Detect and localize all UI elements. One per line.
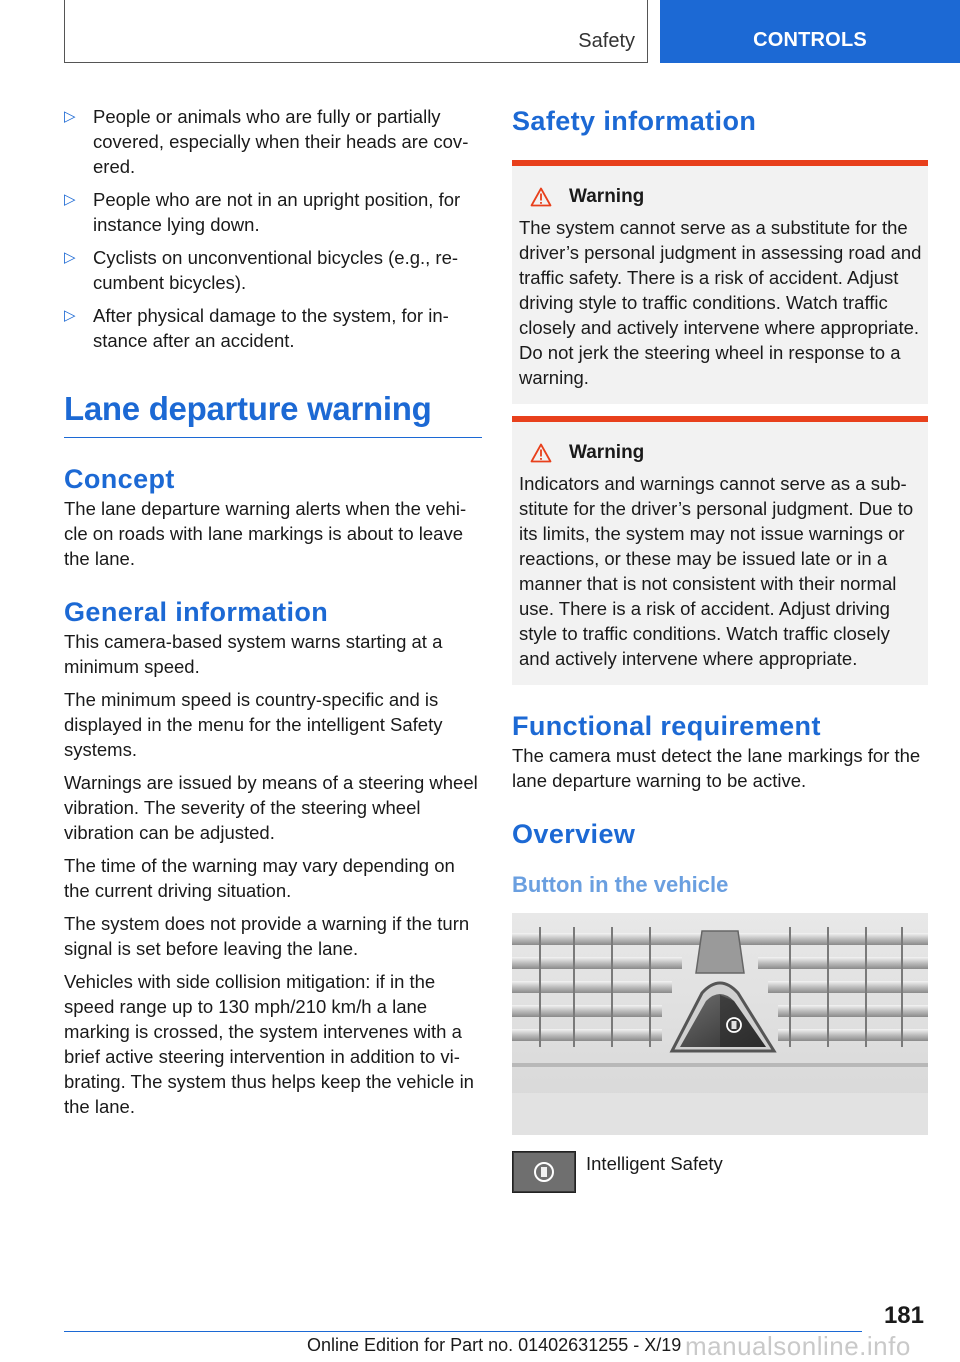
warning-label: Warning xyxy=(569,442,645,463)
right-column xyxy=(512,104,928,1193)
list-item: ▷ Cyclists on unconventional bicycles (e.g., recumbent bicycles). xyxy=(64,247,459,293)
list-item: ▷ After physical damage to the system, for instance after an accident. xyxy=(64,305,449,351)
triangle-bullet-icon: ▷ xyxy=(64,249,76,266)
triangle-bullet-icon: ▷ xyxy=(64,191,76,208)
edition-text: Online Edition for Part no. 01402631255 - X/19 xyxy=(307,1335,682,1355)
button-in-vehicle-heading: Button in the vehicle xyxy=(512,872,729,897)
general-information-heading: General information xyxy=(64,597,329,627)
functional-requirement-text: The camera must detect the lane markings for the lane departure warning to be active. xyxy=(512,745,921,791)
functional-requirement-heading: Functional requirement xyxy=(512,711,821,741)
paragraph: Warnings are issued by means of a steering wheel vibration. The severity of the steering wheel vibration can be adjusted. xyxy=(64,772,478,843)
intelligent-safety-button-icon xyxy=(512,1151,576,1193)
paragraph: The minimum speed is country-specific and is displayed in the menu for the intelligent Safety systems. xyxy=(64,689,443,760)
triangle-bullet-icon: ▷ xyxy=(64,108,76,125)
chapter-tab xyxy=(660,0,960,63)
safety-information-heading: Safety information xyxy=(512,106,757,136)
concept-heading: Concept xyxy=(64,464,175,494)
paragraph: The time of the warning may vary depending on the current driving situation. xyxy=(64,855,455,901)
concept-text: The lane departure warning alerts when the vehicle on roads with lane markings is about to leave the lane. xyxy=(64,498,467,569)
paragraph: The system does not provide a warning if the turn signal is set before leaving the lane. xyxy=(64,913,470,959)
list-item: ▷ People who are not in an upright position, for instance lying down. xyxy=(64,189,461,235)
legend-row xyxy=(512,1151,928,1193)
warning-text: Indicators and warnings cannot serve as a substitute for the driver’s personal judgment. Due to its limits, the system may not issue warnings or reactions, or these may be issued late or in a manner that is not consistent with their normal use. There is a risk of accident. Adjust driving style to traffic conditions. Watch traffic closely and actively intervene where appropriate. xyxy=(519,473,914,669)
paragraph: Vehicles with side collision mitigation: if in the speed range up to 130 mph/210 km/h a lane marking is crossed, the system intervenes with a brief active steering intervention in addition to vibrating. The system thus helps keep the vehicle in the lane. xyxy=(64,971,474,1117)
warning-header xyxy=(519,184,922,210)
warning-triangle-icon xyxy=(530,443,552,463)
left-column xyxy=(64,104,482,1127)
paragraph: This camera-based system warns starting at a minimum speed. xyxy=(64,631,443,677)
chapter-title: Lane departure warning xyxy=(64,390,432,427)
legend-label: Intelligent Safety xyxy=(586,1153,723,1174)
warning-header xyxy=(519,440,922,466)
page-number: 181 xyxy=(883,1302,924,1329)
watermark-logo: manualsonline.info xyxy=(685,1331,911,1361)
warning-box xyxy=(512,160,928,404)
list-item: ▷ People or animals who are fully or partially covered, especially when their heads are covered. xyxy=(64,106,469,177)
warning-label: Warning xyxy=(569,186,645,207)
header-section-title: Safety xyxy=(578,30,635,52)
running-header xyxy=(64,0,648,63)
title-divider xyxy=(64,437,482,438)
overview-heading: Overview xyxy=(512,819,636,849)
warning-triangle-icon xyxy=(530,187,552,207)
vehicle-button-photo xyxy=(512,913,928,1135)
chapter-tab-label: CONTROLS xyxy=(753,29,867,51)
bullet-list xyxy=(64,104,482,353)
warning-box xyxy=(512,416,928,685)
warning-text: The system cannot serve as a substitute for the driver’s personal judgment in assessing road and traffic safety. There is a risk of accident. Adjust driving style to traffic conditions. Watch traffic closely and actively intervene where appropriate. Do not jerk the steering wheel in response to a warning. xyxy=(519,217,922,388)
triangle-bullet-icon: ▷ xyxy=(64,307,76,324)
